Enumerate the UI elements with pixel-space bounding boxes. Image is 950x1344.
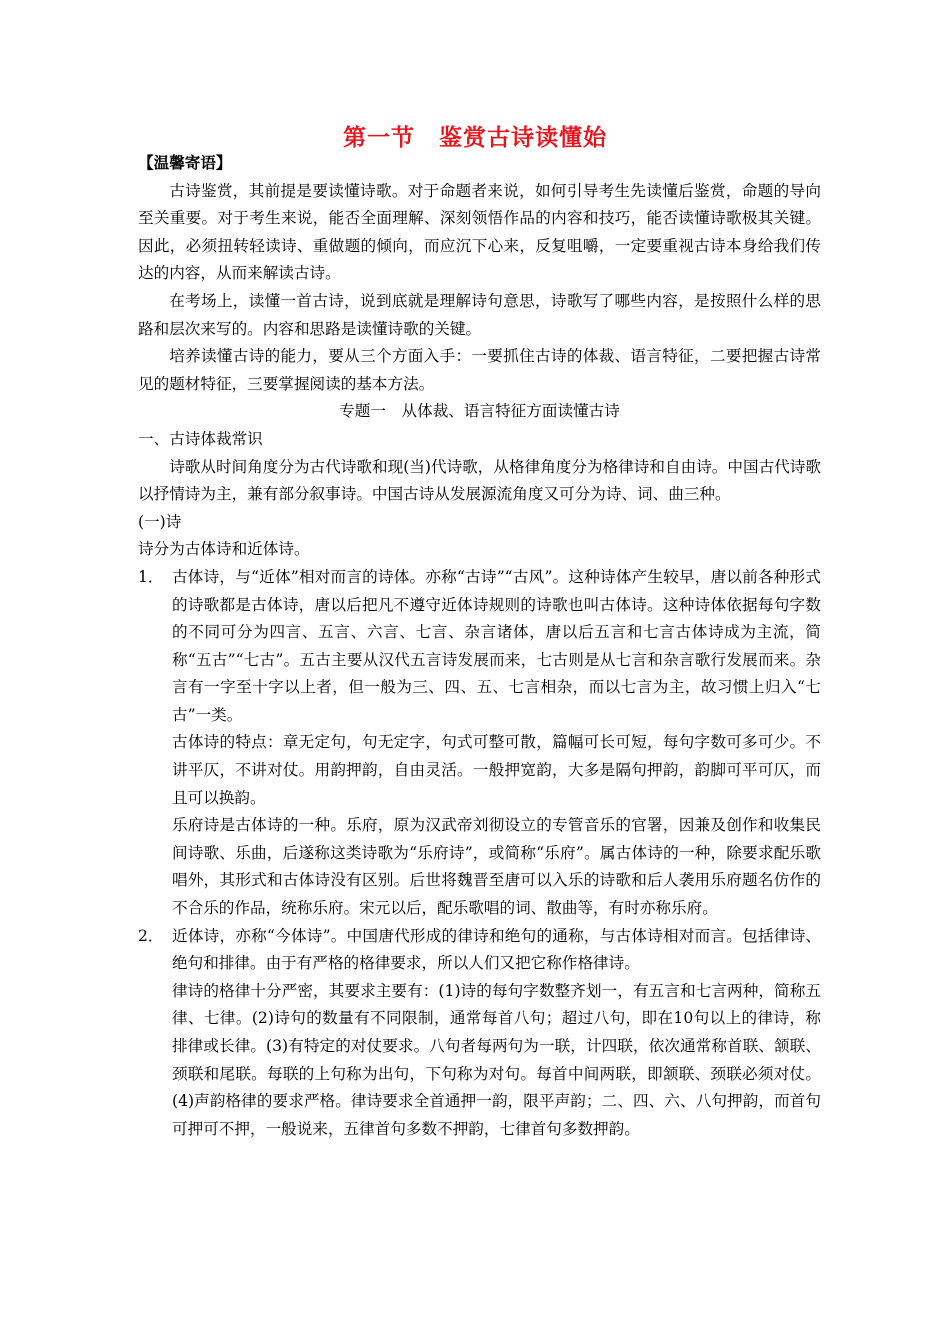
- document-body: [138, 150, 821, 1143]
- subsection-intro: 诗分为古体诗和近体诗。: [138, 540, 310, 559]
- subsection-heading: (一)诗: [138, 512, 182, 531]
- tip-paragraph: 培养读懂古诗的能力，要从三个方面入手：一要抓住古诗的体裁、语言特征，二要把握古诗常见的题材特征，三要掌握阅读的基本方法。: [138, 347, 821, 393]
- item-paragraph: 古体诗的特点：章无定句，句无定字，句式可整可散，篇幅可长可短，每句字数可多可少。不讲平仄，不讲对仗。用韵押韵，自由灵活。一般押宽韵，大多是隔句押韵，韵脚可平可仄，而且可以换韵。: [172, 733, 821, 807]
- tip-paragraph: 古诗鉴赏，其前提是要读懂诗歌。对于命题者来说，如何引导考生先读懂后鉴赏，命题的导向至关重要。对于考生来说，能否全面理解、深刻领悟作品的内容和技巧，能否读懂诗歌极其关键。因此，必须扭转轻读诗、重做题的倾向，而应沉下心来，反复咀嚼，一定要重视古诗本身给我们传达的内容，从而来解读古诗。: [138, 181, 821, 283]
- list-item: [138, 564, 821, 923]
- item-paragraph: 古体诗，与“近体”相对而言的诗体。亦称“古诗”“古风”。这种诗体产生较早，唐以前各种形式的诗歌都是古体诗，唐以后把凡不遵守近体诗规则的诗歌也叫古体诗。这种诗体依据每句字数的不同可分为四言、五言、六言、七言、杂言诸体，唐以后五言和七言古体诗成为主流，简称“五古”“七古”。五古主要从汉代五言诗发展而来，七古则是从七言和杂言歌行发展而来。杂言有一字至十字以上者，但一般为三、四、五、七言相杂，而以七言为主，故习惯上归入“七古”一类。: [172, 567, 821, 724]
- item-number: 2．: [138, 926, 164, 945]
- item-paragraph: 乐府诗是古体诗的一种。乐府，原为汉武帝刘彻设立的专管音乐的官署，因兼及创作和收集民间诗歌、乐曲，后遂称这类诗歌为“乐府诗”，或简称“乐府”。属古体诗的一种，除要求配乐歌唱外，其形式和古体诗没有区别。后世将魏晋至唐可以入乐的诗歌和后人袭用乐府题名仿作的不合乐的作品，统称乐府。宋元以后，配乐歌唱的词、散曲等，有时亦称乐府。: [172, 816, 821, 918]
- section-intro: 诗歌从时间角度分为古代诗歌和现(当)代诗歌，从格律角度分为格律诗和自由诗。中国古代诗歌以抒情诗为主，兼有部分叙事诗。中国古诗从发展源流角度又可分为诗、词、曲三种。: [138, 457, 821, 504]
- item-number: 1．: [138, 567, 164, 586]
- topic-heading: 专题一 从体裁、语言特征方面读懂古诗: [339, 402, 620, 421]
- item-paragraph: 近体诗，亦称“今体诗”。中国唐代形成的律诗和绝句的通称，与古体诗相对而言。包括律诗、绝句和排律。由于有严格的格律要求，所以人们又把它称作格律诗。: [172, 926, 821, 973]
- page-title: 第一节 鉴赏古诗读懂始: [343, 125, 607, 151]
- section-heading: 一、古诗体裁常识: [138, 429, 263, 448]
- tip-paragraph: 在考场上，读懂一首古诗，说到底就是理解诗句意思，诗歌写了哪些内容，是按照什么样的思路和层次来写的。内容和思路是读懂诗歌的关键。: [138, 291, 821, 338]
- item-paragraph: 律诗的格律十分严密，其要求主要有：(1)诗的每句字数整齐划一，有五言和七言两种，简称五律、七律。(2)诗句的数量有不同限制，通常每首八句；超过八句，即在10句以上的律诗，称排律或长律。(3)有特定的对仗要求。八句者每两句为一联，计四联，依次通常称首联、颔联、颈联和尾联。每联的上句称为出句，下句称为对句。每首中间两联，即颔联、颈联必须对仗。(4)声韵格律的要求严格。律诗要求全首通押一韵，限平声韵；二、四、六、八句押韵，而首句可押可不押，一般说来，五律首句多数不押韵，七律首句多数押韵。: [172, 981, 821, 1138]
- list-item: [138, 923, 821, 1144]
- tip-label: 【温馨寄语】: [138, 154, 232, 172]
